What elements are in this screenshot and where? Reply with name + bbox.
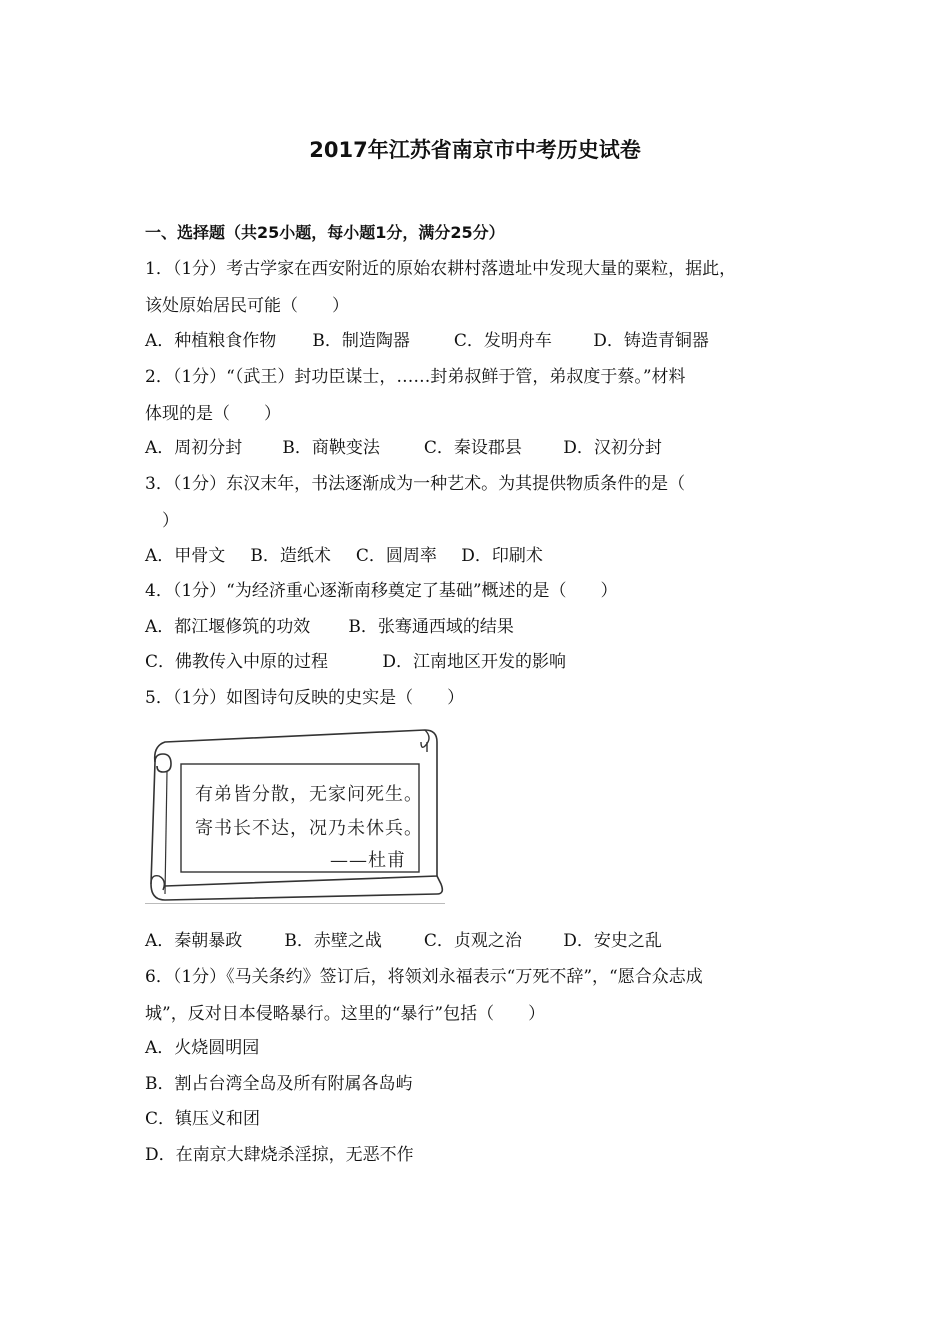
question-4-options-row1 — [145, 616, 514, 638]
question-5-options — [145, 930, 662, 952]
question-5-stem: 5．（1分）如图诗句反映的史实是（ ） — [145, 688, 465, 708]
question-3-options — [145, 545, 543, 567]
option-b[interactable]: B．割占台湾全岛及所有附属各岛屿 — [145, 1074, 413, 1094]
option-d[interactable]: D．印刷术 — [461, 546, 543, 566]
poem-line-1: 有弟皆分散，无家问死生。 — [195, 784, 423, 805]
question-6-stem-cont: 城”，反对日本侵略暴行。这里的“暴行”包括（ ） — [145, 1004, 546, 1024]
option-c[interactable]: C．圆周率 — [355, 546, 437, 566]
question-1-options — [145, 330, 709, 352]
question-3-stem: 3．（1分）东汉末年，书法逐渐成为一种艺术。为其提供物质条件的是（ — [145, 474, 686, 494]
option-a[interactable]: A．周初分封 — [145, 438, 243, 458]
option-a[interactable]: A．火烧圆明园 — [145, 1038, 260, 1058]
option-d[interactable]: D．江南地区开发的影响 — [382, 652, 567, 672]
poem-author: ——杜甫 — [330, 850, 406, 871]
figure-divider — [145, 903, 445, 904]
question-4-stem: 4．（1分）“为经济重心逐渐南移奠定了基础”概述的是（ ） — [145, 581, 618, 601]
option-d[interactable]: D．铸造青铜器 — [593, 331, 709, 351]
option-c[interactable]: C．佛教传入中原的过程 — [145, 652, 329, 672]
question-2-stem: 2．（1分）“（武王）封功臣谋士，……封弟叔鲜于管，弟叔度于蔡。”材料 — [145, 367, 686, 387]
question-2-stem-cont: 体现的是（ ） — [145, 404, 281, 424]
question-1-stem: 1．（1分）考古学家在西安附近的原始农耕村落遗址中发现大量的粟粒，据此， — [145, 259, 737, 279]
option-c[interactable]: C．秦设郡县 — [423, 438, 522, 458]
option-d[interactable]: D．汉初分封 — [563, 438, 662, 458]
page-title: 2017年江苏省南京市中考历史试卷 — [309, 138, 641, 162]
option-a[interactable]: A．种植粮食作物 — [145, 331, 277, 351]
option-c[interactable]: C．发明舟车 — [453, 331, 552, 351]
option-c[interactable]: C．贞观之治 — [423, 931, 522, 951]
question-6-stem: 6．（1分）《马关条约》签订后，将领刘永福表示“万死不辞”，“愿合众志成 — [145, 967, 703, 987]
option-a[interactable]: A．都江堰修筑的功效 — [145, 617, 311, 637]
option-d[interactable]: D．安史之乱 — [563, 931, 662, 951]
question-1-stem-cont: 该处原始居民可能（ ） — [145, 296, 349, 316]
option-d[interactable]: D．在南京大肆烧杀淫掠，无恶不作 — [145, 1145, 414, 1165]
option-b[interactable]: B．张骞通西域的结果 — [348, 617, 514, 637]
option-b[interactable]: B．赤壁之战 — [284, 931, 382, 951]
question-4-options-row2 — [145, 651, 566, 673]
option-b[interactable]: B．制造陶器 — [312, 331, 410, 351]
question-2-options — [145, 437, 662, 459]
option-c[interactable]: C．镇压义和团 — [145, 1109, 261, 1129]
option-b[interactable]: B．商鞅变法 — [282, 438, 380, 458]
option-a[interactable]: A．甲骨文 — [145, 546, 226, 566]
section-heading: 一、选择题（共25小题，每小题1分，满分25分） — [145, 223, 505, 242]
question-3-stem-cont: ） — [162, 511, 179, 531]
option-a[interactable]: A．秦朝暴政 — [145, 931, 243, 951]
option-b[interactable]: B．造纸术 — [250, 546, 331, 566]
poem-line-2: 寄书长不达，况乃未休兵。 — [195, 818, 423, 839]
